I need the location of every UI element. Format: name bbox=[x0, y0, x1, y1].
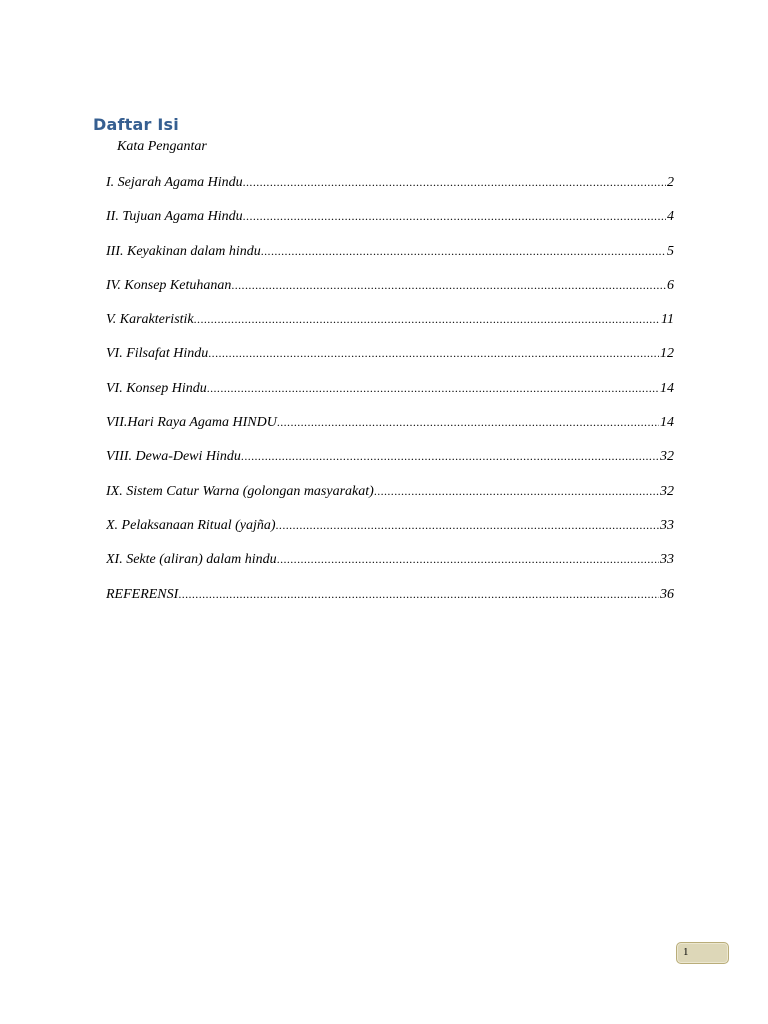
toc-entry-page: 32 bbox=[660, 449, 674, 465]
toc-entry[interactable] bbox=[106, 309, 674, 343]
toc-entry-label: IV. Konsep Ketuhanan bbox=[106, 277, 232, 293]
toc-entry-page: 36 bbox=[660, 586, 674, 602]
toc-dot-leader bbox=[231, 275, 666, 295]
preface-entry: Kata Pengantar bbox=[117, 139, 207, 154]
toc-entry[interactable] bbox=[106, 515, 674, 549]
toc-heading: Daftar Isi bbox=[93, 115, 179, 134]
toc-dot-leader bbox=[241, 446, 659, 466]
toc-dot-leader bbox=[277, 549, 659, 569]
toc-entry-label: VI. Filsafat Hindu bbox=[106, 346, 209, 362]
toc-entry[interactable] bbox=[106, 172, 674, 206]
toc-entry-label: IX. Sistem Catur Warna (golongan masyarakat) bbox=[106, 483, 374, 499]
toc-entry[interactable] bbox=[106, 584, 674, 618]
toc-entry[interactable] bbox=[106, 275, 674, 309]
toc-entry[interactable] bbox=[106, 378, 674, 412]
toc-entry-page: 32 bbox=[660, 483, 674, 499]
toc-entry[interactable] bbox=[106, 343, 674, 377]
toc-entry-label: XI. Sekte (aliran) dalam hindu bbox=[106, 552, 277, 568]
toc-dot-leader bbox=[243, 206, 666, 226]
toc-entry-label: VIII. Dewa-Dewi Hindu bbox=[106, 449, 241, 465]
toc-entry-label: I. Sejarah Agama Hindu bbox=[106, 175, 243, 190]
toc-entry-page: 4 bbox=[667, 209, 674, 225]
toc-entry-page: 14 bbox=[660, 415, 674, 431]
toc-entry-label: VII.Hari Raya Agama HINDU bbox=[106, 415, 277, 431]
toc-dot-leader bbox=[194, 309, 660, 329]
toc-dot-leader bbox=[243, 172, 666, 192]
toc-entry-label: X. Pelaksanaan Ritual (yajña) bbox=[106, 517, 276, 533]
toc-dot-leader bbox=[207, 378, 659, 398]
toc-entry[interactable] bbox=[106, 241, 674, 275]
toc-entry-label: V. Karakteristik bbox=[106, 312, 194, 328]
toc-entry-page: 33 bbox=[660, 517, 674, 533]
toc-entry-page: 5 bbox=[667, 243, 674, 259]
toc-entry-page: 33 bbox=[660, 552, 674, 568]
page-number-badge: 1 bbox=[676, 942, 729, 964]
toc-dot-leader bbox=[276, 515, 659, 535]
toc-entry-page: 14 bbox=[660, 380, 674, 396]
toc-entry-label: REFERENSI bbox=[106, 586, 179, 602]
toc-dot-leader bbox=[261, 241, 666, 261]
toc-entry-page: 2 bbox=[667, 175, 674, 190]
toc-entry[interactable] bbox=[106, 481, 674, 515]
toc-dot-leader bbox=[178, 584, 659, 604]
toc-entry-label: VI. Konsep Hindu bbox=[106, 380, 207, 396]
toc-entry[interactable] bbox=[106, 549, 674, 583]
toc-entry-page: 11 bbox=[661, 312, 674, 328]
toc-entry-label: II. Tujuan Agama Hindu bbox=[106, 209, 243, 225]
toc-entry-page: 12 bbox=[660, 346, 674, 362]
toc-entry-label: III. Keyakinan dalam hindu bbox=[106, 243, 261, 259]
toc-dot-leader bbox=[208, 343, 659, 363]
toc-dot-leader bbox=[374, 481, 659, 501]
toc-entry[interactable] bbox=[106, 206, 674, 240]
toc-entry[interactable] bbox=[106, 446, 674, 480]
toc-list bbox=[106, 172, 674, 618]
toc-entry-page: 6 bbox=[667, 277, 674, 293]
toc-entry[interactable] bbox=[106, 412, 674, 446]
toc-dot-leader bbox=[277, 412, 659, 432]
